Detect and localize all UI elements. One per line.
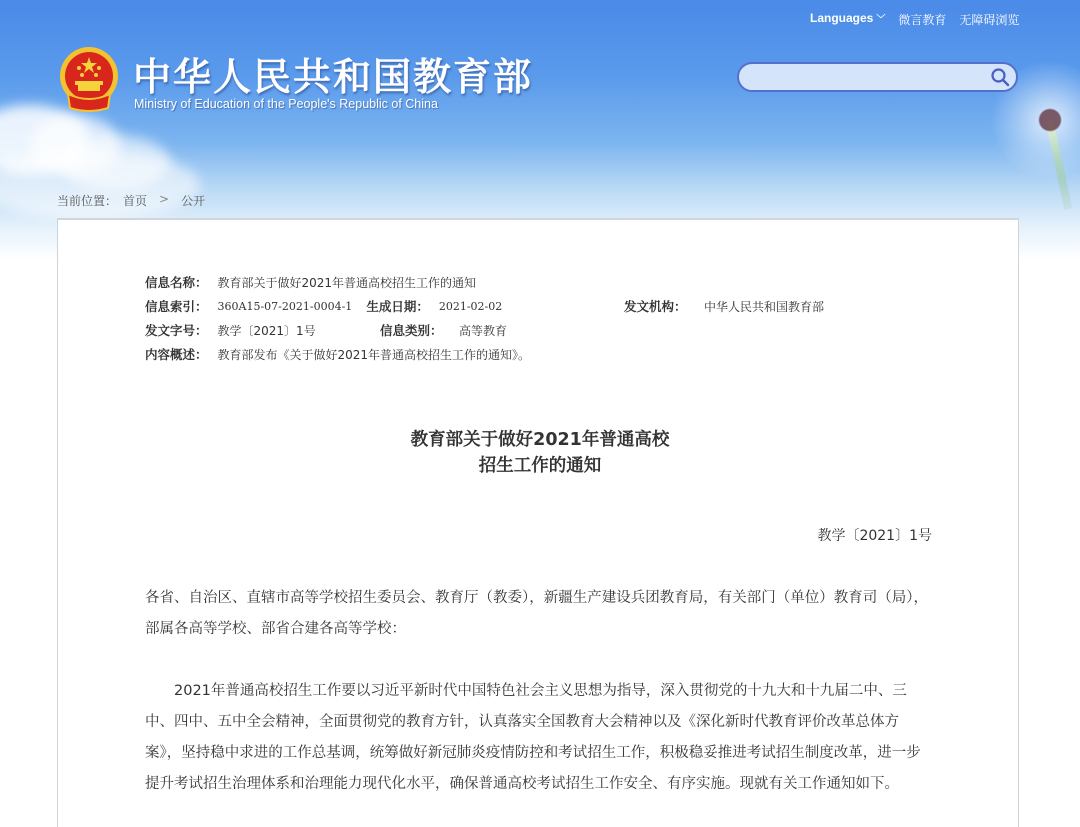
cloud-decoration [60, 135, 170, 190]
meta-date-label: 生成日期： [366, 299, 429, 314]
meta-summary-label: 内容概述： [145, 347, 208, 362]
document-title-line-1: 教育部关于做好2021年普通高校 [410, 430, 670, 450]
site-subtitle: Ministry of Education of the People's Republic of China [134, 97, 438, 111]
top-links [810, 11, 1019, 28]
breadcrumb-prefix: 当前位置： [57, 194, 118, 208]
meta-date-value: 2021-02-02 [438, 299, 503, 313]
meta-docno-value: 教学〔2021〕1号 [217, 323, 316, 338]
meta-index-label: 信息索引： [145, 299, 208, 314]
search-icon[interactable] [990, 67, 1010, 87]
meta-docno-label: 发文字号： [145, 323, 208, 338]
document-title [0, 427, 1080, 479]
meta-row-index [145, 294, 825, 318]
meta-row-docno [145, 318, 530, 342]
chevron-down-icon: ﹀ [876, 14, 886, 24]
meta-index-value: 360A15-07-2021-0004-1 [217, 299, 353, 313]
meta-name-value: 教育部关于做好2021年普通高校招生工作的通知 [217, 275, 477, 290]
accessibility-link[interactable]: 无障碍浏览 [959, 13, 1020, 27]
document-paragraph-addressees: 各省、自治区、直辖市高等学校招生委员会、教育厅（教委），新疆生产建设兵团教育局，有关部门（单位）教育司（局），部属各高等学校、部省合建各高等学校： [145, 590, 928, 637]
languages-dropdown[interactable] [810, 11, 885, 28]
site-title[interactable]: 中华人民共和国教育部 [133, 55, 534, 99]
meta-org-label: 发文机构： [624, 299, 687, 314]
national-emblem-icon [58, 46, 120, 114]
breadcrumb [57, 192, 205, 209]
meta-category-label: 信息类别： [380, 323, 443, 338]
breadcrumb-separator-icon: > [159, 192, 170, 206]
meta-summary-value: 教育部发布《关于做好2021年普通高校招生工作的通知》。 [217, 347, 531, 362]
languages-label: Languages [810, 11, 874, 25]
document-metadata [145, 270, 825, 366]
meta-row-summary [145, 342, 530, 366]
search-box [737, 62, 1018, 92]
weiyan-link[interactable]: 微言教育 [898, 13, 947, 27]
document-number: 教学〔2021〕1号 [817, 528, 932, 544]
meta-row-name [145, 270, 530, 294]
breadcrumb-home-link[interactable]: 首页 [123, 194, 148, 208]
document-title-line-2: 招生工作的通知 [478, 456, 602, 476]
meta-org-value: 中华人民共和国教育部 [704, 299, 825, 314]
breadcrumb-public-link[interactable]: 公开 [181, 194, 206, 208]
meta-category-value: 高等教育 [459, 323, 508, 338]
document-paragraph-intro: 2021年普通高校招生工作要以习近平新时代中国特色社会主义思想为指导，深入贯彻党的十九大和十九届二中、三中、四中、五中全会精神，全面贯彻党的教育方针，认真落实全国教育大会精神以及《深化新时代教育评价改革总体方案》，坚持稳中求进的工作总基调，统筹做好新冠肺炎疫情防控和考试招生工作，积极稳妥推进考试招生制度改革，进一步提升考试招生治理体系和治理能力现代化水平，确保普通高校考试招生工作安全、有序实施。现就有关工作通知如下。 [145, 683, 921, 792]
meta-name-label: 信息名称： [145, 275, 208, 290]
search-input[interactable] [751, 68, 981, 86]
